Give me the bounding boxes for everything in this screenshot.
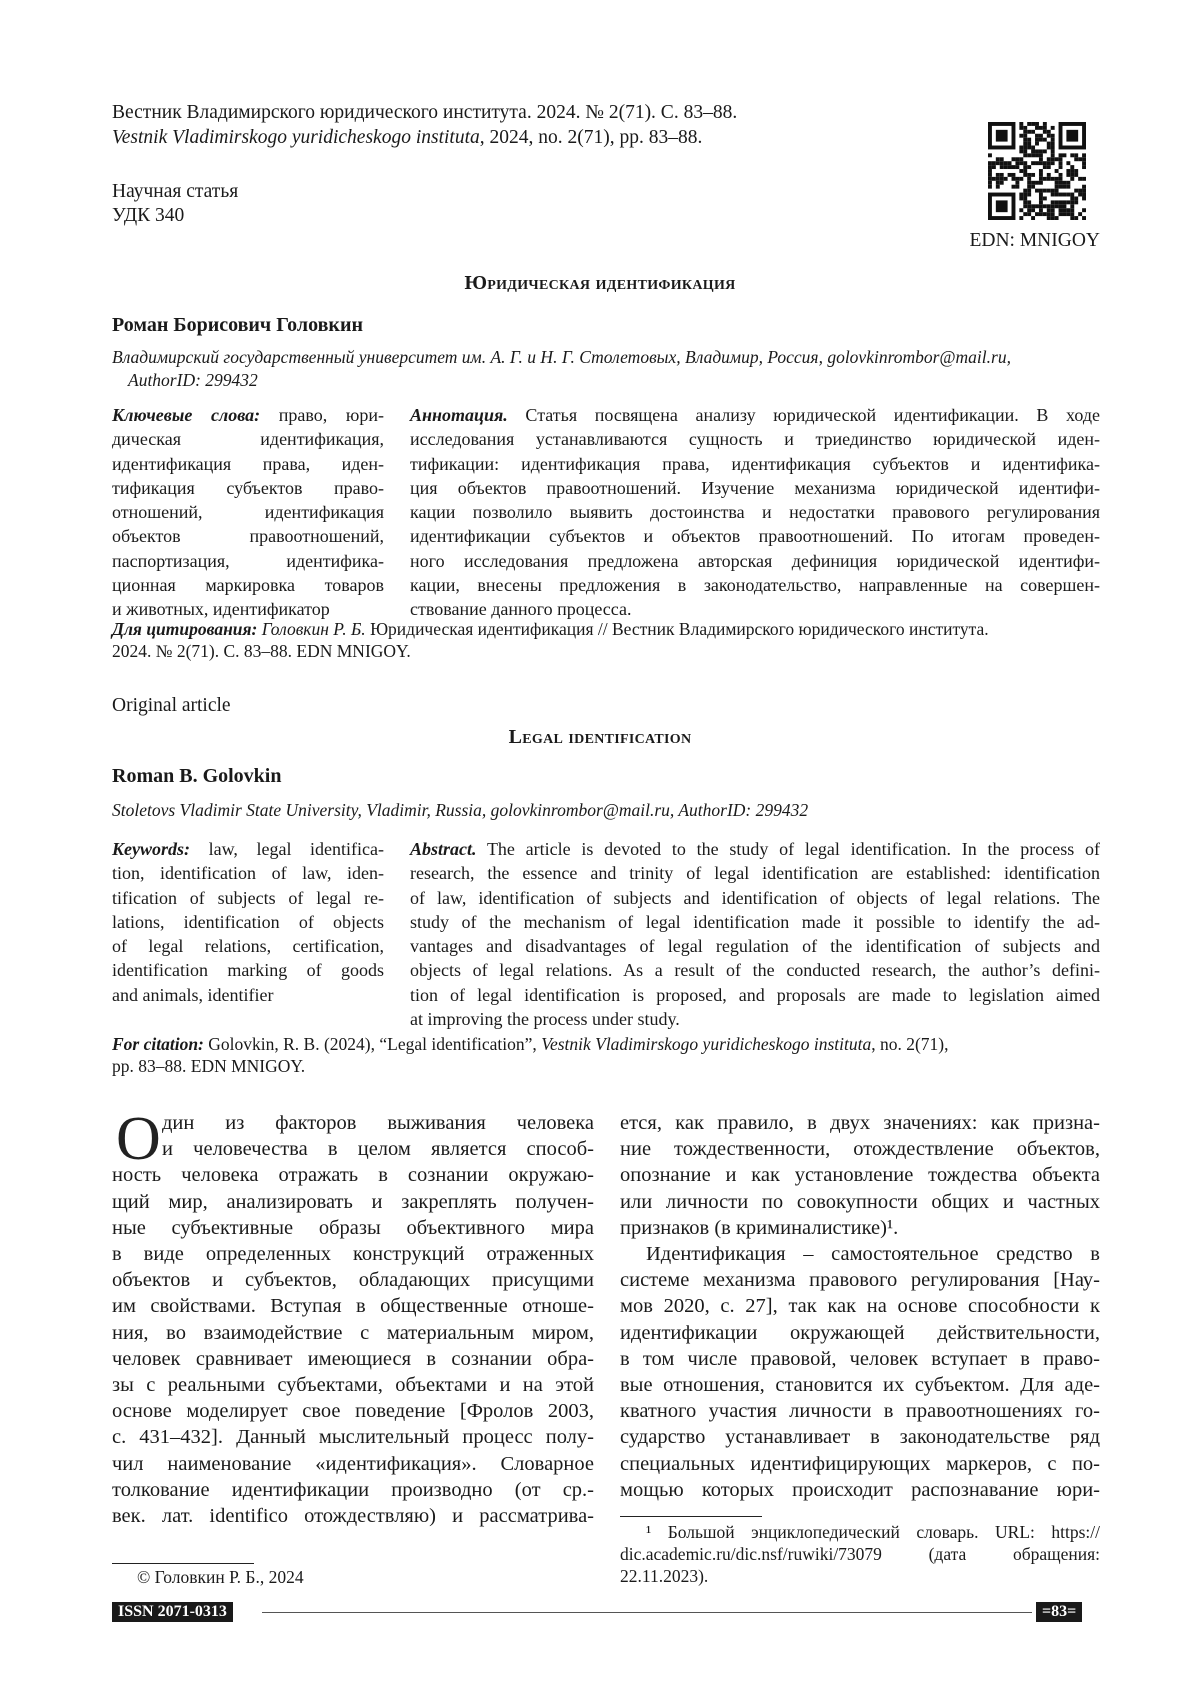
line-text: ствование данного процесса. xyxy=(410,599,631,619)
line-text: толкование идентификации производно (от ср.- xyxy=(112,1479,594,1501)
text-line xyxy=(112,1320,594,1346)
line-text: кации, внесены предложения в законодательство, направленные на совершен- xyxy=(410,575,1100,595)
text-line xyxy=(112,452,384,476)
line-text: признаков (в криминалистике)¹. xyxy=(620,1217,898,1239)
text-line xyxy=(112,837,384,861)
text-line xyxy=(410,573,1100,597)
line-text: мощью которых происходит распознавание юри- xyxy=(620,1479,1100,1501)
line-text: тификация субъектов право- xyxy=(112,478,384,498)
line-text: Идентификация – самостоятельное средство в xyxy=(646,1243,1100,1265)
line-text: ного исследования предложена авторская дефиниция юридической идентифи- xyxy=(410,551,1100,571)
keywords-en xyxy=(112,837,384,1007)
line-text: или личности по совокупности общих и частных xyxy=(620,1191,1100,1213)
text-line xyxy=(620,1189,1100,1215)
line-text: The article is devoted to the study of legal identification. In the process of xyxy=(477,839,1100,859)
line-text: опознание и как установление тождества объекта xyxy=(620,1164,1100,1186)
copyright-separator xyxy=(112,1563,254,1564)
text-line xyxy=(620,1521,1100,1543)
text-line xyxy=(112,1346,594,1372)
text-line xyxy=(620,1451,1100,1477)
line-text: ность человека отражать в сознании окружаю- xyxy=(112,1164,594,1186)
line-text: в виде определенных конструкций отраженных xyxy=(112,1243,594,1265)
text-line xyxy=(620,1215,1100,1241)
text-line xyxy=(112,1136,594,1162)
line-text: основе моделирует свое поведение [Фролов 2003, xyxy=(112,1400,594,1422)
line-text: objects of legal relations. As a result of the conducted research, the author’s defini- xyxy=(410,960,1100,980)
text-line xyxy=(410,1007,1100,1031)
text-line xyxy=(112,934,384,958)
journal-reference-ru: Вестник Владимирского юридического института. 2024. № 2(71). С. 83–88. xyxy=(112,101,737,125)
line-text: кватного участия личности в правоотношениях го- xyxy=(620,1400,1100,1422)
text-line xyxy=(112,1241,594,1267)
copyright: © Головкин Р. Б., 2024 xyxy=(137,1567,304,1588)
line-text: щий мир, анализировать и закреплять получен- xyxy=(112,1191,594,1213)
line-text: и животных, идентификатор xyxy=(112,599,330,619)
text-line xyxy=(112,549,384,573)
keywords-ru xyxy=(112,403,384,622)
line-text: век. лат. identifico отождествляю) и рассматрива- xyxy=(112,1505,594,1527)
citation-text-ru: Юридическая идентификация // Вестник Владимирского юридического института. xyxy=(366,619,989,639)
article-type-en: Original article xyxy=(112,695,231,717)
line-text: of law, identification of subjects and identification of objects of legal relations. The xyxy=(410,888,1100,908)
text-line xyxy=(112,500,384,524)
body-column-right xyxy=(620,1110,1100,1503)
line-text: мов 2020, с. 27], так как на основе способности к xyxy=(620,1295,1100,1317)
text-line xyxy=(410,983,1100,1007)
line-text: дин из факторов выживания человека xyxy=(162,1112,594,1134)
line-text: tification of subjects of legal re- xyxy=(112,888,384,908)
line-text: и человечества в целом является способ- xyxy=(162,1138,594,1160)
line-text: ные субъективные образы объективного мира xyxy=(112,1217,594,1239)
section-label: Keywords: xyxy=(112,839,190,859)
line-text: тификации: идентификация права, идентификация субъектов и идентифика- xyxy=(410,454,1100,474)
line-text: 22.11.2023). xyxy=(620,1566,708,1586)
edn-code: EDN: MNIGOY xyxy=(969,229,1100,253)
affiliation-en: Stoletovs Vladimir State University, Vladimir, Russia, golovkinrombor@mail.ru, AuthorID: 299432 xyxy=(112,800,808,821)
text-line xyxy=(620,1162,1100,1188)
citation-issue-en: , no. 2(71), xyxy=(871,1034,948,1054)
text-line xyxy=(112,886,384,910)
udc-code: УДК 340 xyxy=(112,204,184,228)
text-line xyxy=(620,1293,1100,1319)
citation-journal-en: Vestnik Vladimirskogo yuridicheskogo instituta xyxy=(541,1034,871,1054)
journal-name-en: Vestnik Vladimirskogo yuridicheskogo instituta xyxy=(112,127,480,148)
footer-rule xyxy=(262,1612,1032,1613)
line-text: lations, identification of objects xyxy=(112,912,384,932)
citation-issue-ru: 2024. № 2(71). С. 83–88. EDN MNIGOY. xyxy=(112,641,411,661)
line-text: сударство устанавливает в законодательстве ряд xyxy=(620,1426,1100,1448)
text-line xyxy=(112,524,384,548)
text-line xyxy=(112,1267,594,1293)
text-line xyxy=(112,861,384,885)
line-text: and animals, identifier xyxy=(112,985,273,1005)
section-label: Abstract. xyxy=(410,839,477,859)
author-id-ru: AuthorID: 299432 xyxy=(128,370,258,391)
text-line xyxy=(112,1293,594,1319)
author-name-en: Roman B. Golovkin xyxy=(112,765,281,788)
line-text: человек сравнивает имеющиеся в сознании обра- xyxy=(112,1348,594,1370)
text-line xyxy=(620,1398,1100,1424)
body-column-left xyxy=(112,1110,594,1529)
line-text: кации позволило выявить достоинства и недостатки правового регулирования xyxy=(410,502,1100,522)
article-type-ru: Научная статья xyxy=(112,180,238,204)
line-text: право, юри- xyxy=(260,405,384,425)
text-line xyxy=(620,1110,1100,1136)
text-line xyxy=(112,1424,594,1450)
line-text: ния, во взаимодействие с материальным миром, xyxy=(112,1322,594,1344)
line-text: отношений, идентификация xyxy=(112,502,384,522)
section-label: Аннотация. xyxy=(410,405,508,425)
text-line xyxy=(410,549,1100,573)
text-line xyxy=(620,1241,1100,1267)
text-line xyxy=(410,403,1100,427)
line-text: dic.academic.ru/dic.nsf/ruwiki/73079 (дата обращения: xyxy=(620,1544,1100,1564)
text-line xyxy=(620,1320,1100,1346)
line-text: at improving the process under study. xyxy=(410,1009,680,1029)
line-text: объектов правоотношений, xyxy=(112,526,384,546)
text-line xyxy=(620,1346,1100,1372)
line-text: вые отношения, становится их субъектом. Для аде- xyxy=(620,1374,1100,1396)
line-text: research, the essence and trinity of legal identification are established: identification xyxy=(410,863,1100,883)
text-line xyxy=(112,1110,594,1136)
article-title-ru: Юридическая идентификация xyxy=(0,272,1200,295)
line-text: идентификации субъектов и объектов правоотношений. По итогам проведен- xyxy=(410,526,1100,546)
text-line xyxy=(410,500,1100,524)
text-line xyxy=(620,1477,1100,1503)
section-label: Ключевые слова: xyxy=(112,405,260,425)
affiliation-ru: Владимирский государственный университет им. А. Г. и Н. Г. Столетовых, Владимир, Россия, golovkinrombor@mail.ru, xyxy=(112,347,1011,368)
line-text: исследования устанавливаются сущность и триединство юридической иден- xyxy=(410,429,1100,449)
text-line xyxy=(112,1398,594,1424)
text-line xyxy=(112,910,384,934)
article-title-en: Legal identification xyxy=(0,726,1200,749)
text-line xyxy=(410,861,1100,885)
citation-en xyxy=(112,1033,1102,1077)
text-line xyxy=(410,452,1100,476)
text-line xyxy=(112,983,384,1007)
text-line xyxy=(112,427,384,451)
line-text: им свойствами. Вступая в общественные отноше- xyxy=(112,1295,594,1317)
line-text: в том числе правовой, человек вступает в право- xyxy=(620,1348,1100,1370)
line-text: идентификации окружающей действительности, xyxy=(620,1322,1100,1344)
text-line xyxy=(112,1503,594,1529)
journal-reference-en xyxy=(112,126,702,150)
page-number: =83= xyxy=(1036,1602,1082,1622)
line-text: ется, как правило, в двух значениях: как призна- xyxy=(620,1112,1100,1134)
abstract-en xyxy=(410,837,1100,1031)
text-line xyxy=(410,958,1100,982)
line-text: ционная маркировка товаров xyxy=(112,575,384,595)
line-text: study of the mechanism of legal identification made it possible to identify the ad- xyxy=(410,912,1100,932)
text-line xyxy=(410,910,1100,934)
line-text: объектов и субъектов, обладающих присущими xyxy=(112,1269,594,1291)
drop-cap: О xyxy=(116,1113,161,1165)
line-text: чил наименование «идентификация». Словарное xyxy=(112,1453,594,1475)
line-text: ние тождественности, отождествление объектов, xyxy=(620,1138,1100,1160)
text-line xyxy=(410,476,1100,500)
text-line xyxy=(112,476,384,500)
text-line xyxy=(410,934,1100,958)
text-line xyxy=(112,1477,594,1503)
journal-issue-en: , 2024, no. 2(71), pp. 83–88. xyxy=(480,127,703,148)
citation-label-ru: Для цитирования: xyxy=(112,619,257,639)
citation-author-ru: Головкин Р. Б. xyxy=(257,619,365,639)
author-name-ru: Роман Борисович Головкин xyxy=(112,314,363,337)
text-line xyxy=(410,427,1100,451)
text-line xyxy=(620,1136,1100,1162)
text-line xyxy=(112,1372,594,1398)
abstract-ru xyxy=(410,403,1100,622)
qr-code-icon xyxy=(988,122,1086,220)
text-line xyxy=(112,1215,594,1241)
citation-text-en: Golovkin, R. B. (2024), “Legal identification”, xyxy=(204,1034,541,1054)
footnote xyxy=(620,1521,1100,1587)
text-line xyxy=(112,573,384,597)
text-line xyxy=(112,958,384,982)
text-line xyxy=(112,1162,594,1188)
line-text: с. 431–432]. Данный мыслительный процесс полу- xyxy=(112,1426,594,1448)
footnote-separator xyxy=(620,1516,762,1517)
line-text: специальных идентифицирующих маркеров, с по- xyxy=(620,1453,1100,1475)
text-line xyxy=(620,1424,1100,1450)
issn-badge: ISSN 2071-0313 xyxy=(112,1602,233,1622)
line-text: tion of legal identification is proposed, and proposals are made to legislation aimed xyxy=(410,985,1100,1005)
line-text: identification marking of goods xyxy=(112,960,384,980)
text-line xyxy=(112,1451,594,1477)
text-line xyxy=(410,837,1100,861)
text-line xyxy=(620,1565,1100,1587)
line-text: law, legal identifica- xyxy=(190,839,384,859)
line-text: Статья посвящена анализу юридической идентификации. В ходе xyxy=(508,405,1100,425)
text-line xyxy=(620,1543,1100,1565)
line-text: дическая идентификация, xyxy=(112,429,384,449)
text-line xyxy=(410,524,1100,548)
line-text: зы с реальными субъектами, объектами и на этой xyxy=(112,1374,594,1396)
text-line xyxy=(410,886,1100,910)
line-text: tion, identification of law, iden- xyxy=(112,863,384,883)
line-text: идентификация права, иден- xyxy=(112,454,384,474)
line-text: паспортизация, идентифика- xyxy=(112,551,384,571)
text-line xyxy=(620,1267,1100,1293)
text-line xyxy=(620,1372,1100,1398)
line-text: of legal relations, certification, xyxy=(112,936,384,956)
text-line xyxy=(112,403,384,427)
citation-pages-en: pp. 83–88. EDN MNIGOY. xyxy=(112,1056,305,1076)
line-text: ция объектов правоотношений. Изучение механизма юридической идентифи- xyxy=(410,478,1100,498)
citation-ru xyxy=(112,618,1102,662)
line-text: vantages and disadvantages of legal regulation of the identification of subjects and xyxy=(410,936,1100,956)
line-text: системе механизма правового регулирования [Нау- xyxy=(620,1269,1100,1291)
line-text: ¹ Большой энциклопедический словарь. URL: https:// xyxy=(646,1522,1100,1542)
citation-label-en: For citation: xyxy=(112,1034,204,1054)
text-line xyxy=(112,1189,594,1215)
